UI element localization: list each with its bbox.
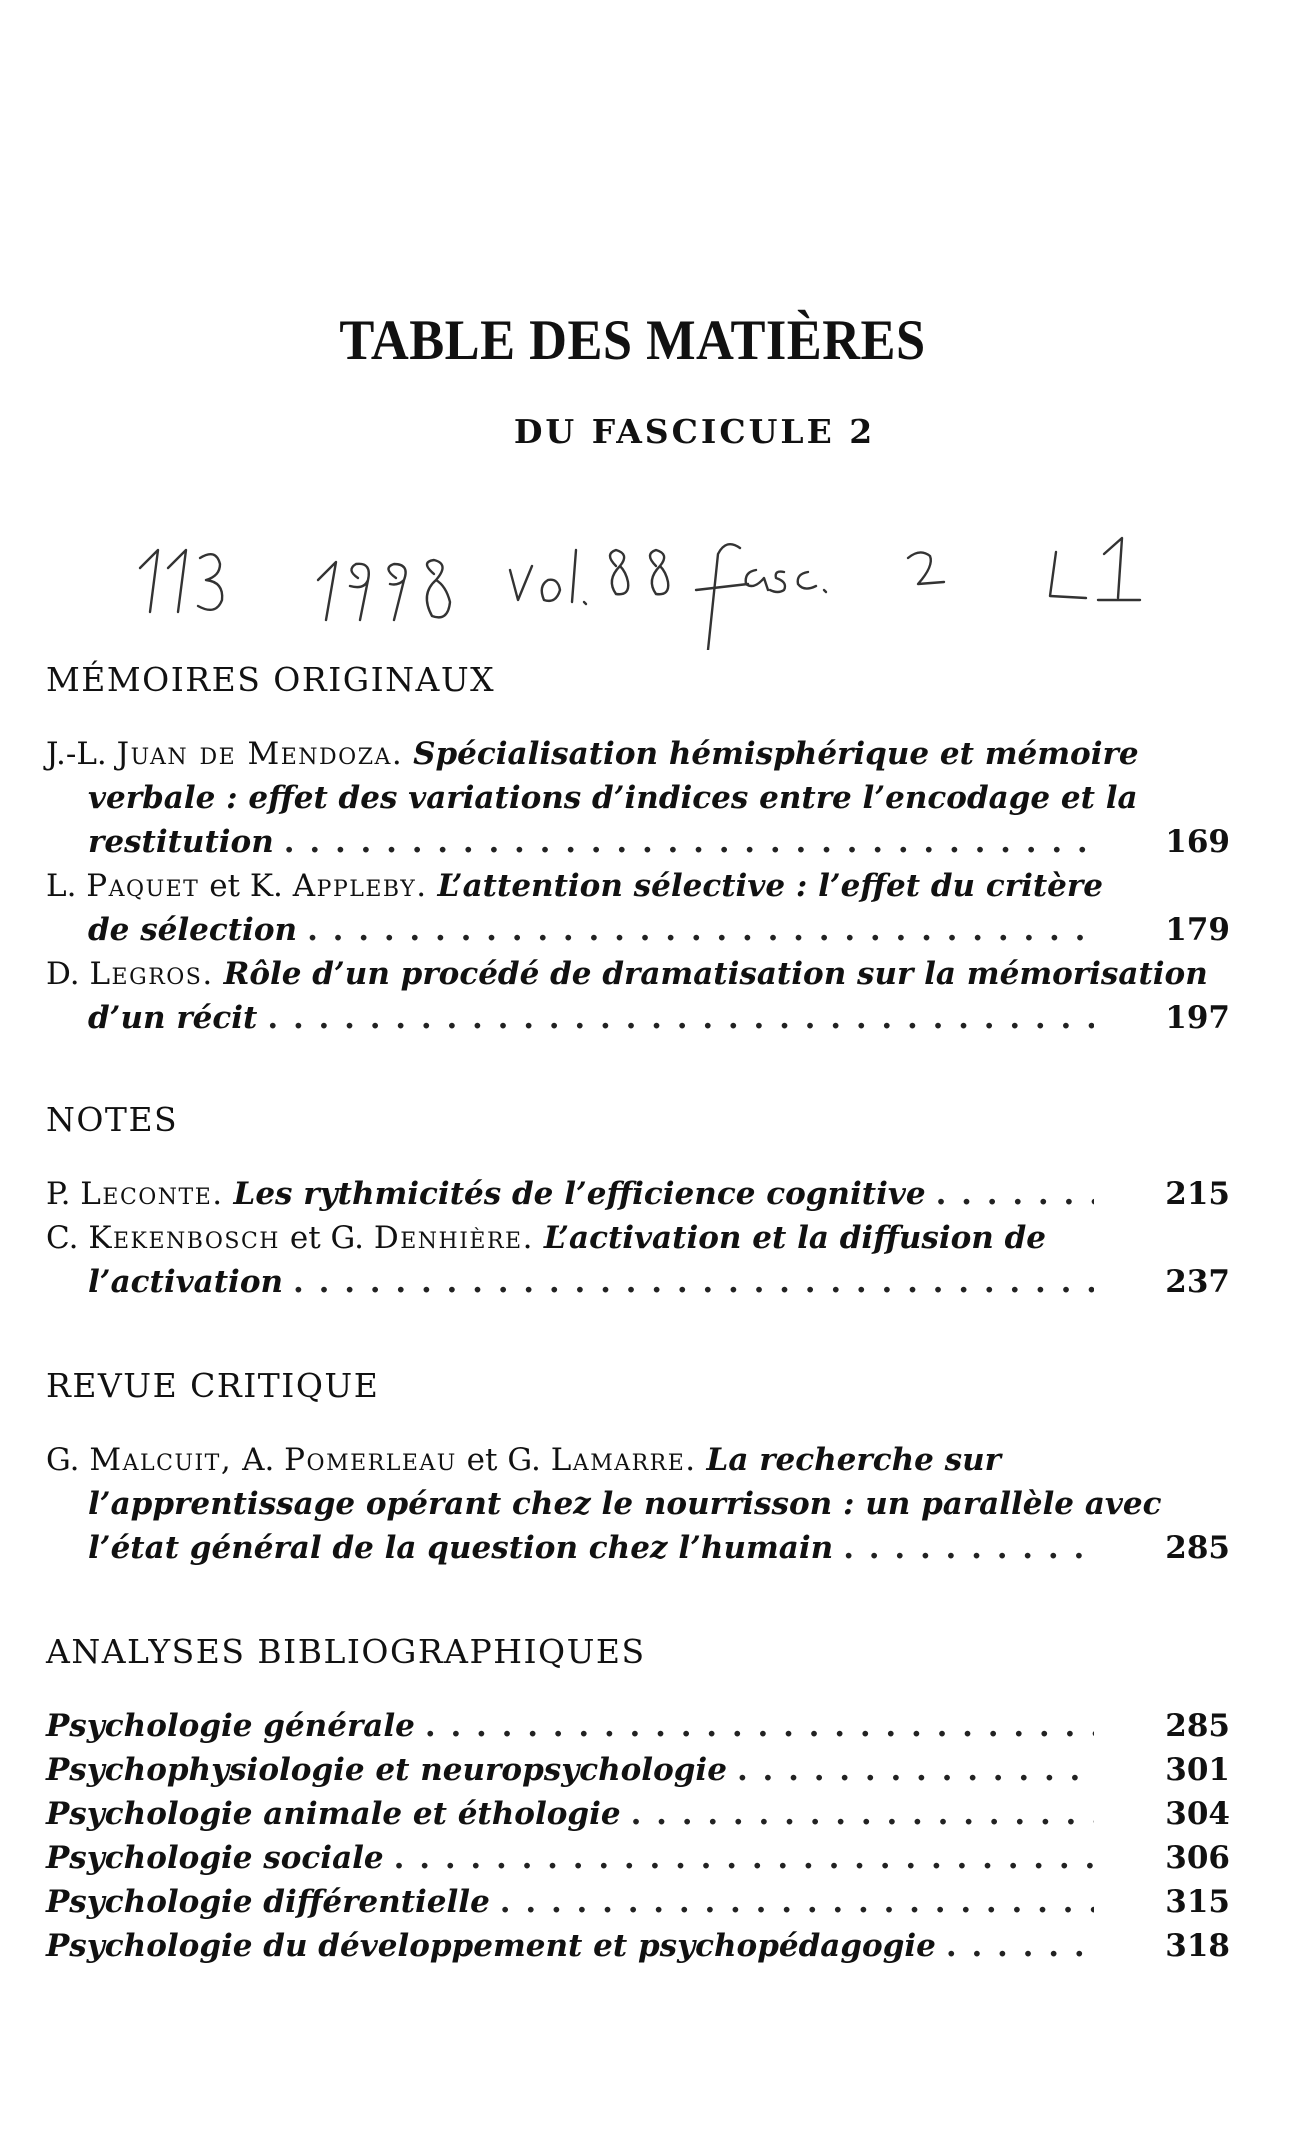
page-number: 215 (1165, 1176, 1230, 1212)
dot-leader (843, 1526, 1094, 1570)
section-heading-revue: REVUE CRITIQUE (46, 1366, 380, 1405)
section-heading-notes: NOTES (46, 1100, 179, 1139)
article-title-continued: verbale : effet des variations d’indices entre l’encodage et la (88, 780, 1138, 816)
article-title: Les rythmicités de l’efficience cognitive (233, 1176, 926, 1212)
section-heading-analyses: ANALYSES BIBLIOGRAPHIQUES (46, 1632, 646, 1671)
toc-entry-last-line (88, 908, 1100, 952)
dot-leader (936, 1172, 1094, 1216)
toc-entry-author-line (46, 952, 1208, 996)
category-label: Psychologie sociale (46, 1840, 384, 1876)
handwritten-annotation (128, 520, 1228, 650)
toc-entry-last-line (88, 1526, 1100, 1570)
page-number: 304 (1165, 1796, 1230, 1832)
page-number: 285 (1165, 1708, 1230, 1744)
article-title-continued: de sélection (88, 912, 298, 948)
category-label: Psychologie animale et éthologie (46, 1796, 621, 1832)
toc-entry-author-line (46, 864, 1103, 908)
toc-entry-line (46, 1748, 1100, 1792)
author-initial: P. (46, 1176, 81, 1212)
author-name: Pomerleau (284, 1442, 457, 1478)
author-name: Appleby. (292, 868, 428, 904)
toc-entry-line (46, 1880, 1100, 1924)
dot-leader (394, 1836, 1094, 1880)
toc-entry-line (46, 1836, 1100, 1880)
page-number: 169 (1165, 824, 1230, 860)
author-name: Kekenbosch (88, 1220, 280, 1256)
dot-leader (631, 1792, 1094, 1836)
dot-leader (737, 1748, 1094, 1792)
article-title-continued: l’activation (88, 1264, 284, 1300)
toc-entry-author-line (46, 1172, 1100, 1216)
author-initial: G. (46, 1442, 90, 1478)
article-title-continued: l’apprentissage opérant chez le nourrisson : un parallèle avec (88, 1486, 1162, 1522)
page-subtitle: DU FASCICULE 2 (513, 412, 876, 451)
toc-entry-last-line (88, 1260, 1100, 1304)
dot-leader (267, 996, 1094, 1040)
category-label: Psychologie générale (46, 1708, 415, 1744)
author-name: Juan de Mendoza. (116, 736, 404, 772)
page-number: 318 (1165, 1928, 1230, 1964)
category-label: Psychologie du développement et psychopédagogie (46, 1928, 936, 1964)
toc-entry-author-line (46, 732, 1139, 776)
page-number: 315 (1165, 1884, 1230, 1920)
author-connector: et K. (199, 868, 293, 904)
article-title: Spécialisation hémisphérique et mémoire (413, 736, 1139, 772)
author-name: Lamarre. (550, 1442, 697, 1478)
author-connector: et G. (456, 1442, 551, 1478)
page-title: TABLE DES MATIÈRES (339, 309, 926, 372)
author-name: Leconte. (80, 1176, 224, 1212)
dot-leader (284, 820, 1094, 864)
category-label: Psychophysiologie et neuropsychologie (46, 1752, 727, 1788)
page-number: 197 (1165, 1000, 1230, 1036)
author-name: Legros. (89, 956, 214, 992)
toc-entry-last-line (88, 820, 1100, 864)
dot-leader (425, 1704, 1094, 1748)
section-heading-memoires: MÉMOIRES ORIGINAUX (46, 660, 496, 699)
article-title: L’activation et la diffusion de (543, 1220, 1047, 1256)
author-initial: L. (46, 868, 87, 904)
toc-entry-line (46, 1924, 1100, 1968)
toc-entry-last-line (88, 996, 1100, 1040)
author-connector: et G. (280, 1220, 374, 1256)
dot-leader (293, 1260, 1094, 1304)
page-number: 237 (1165, 1264, 1230, 1300)
author-initial: J.-L. (46, 736, 117, 772)
article-title-continued: d’un récit (88, 1000, 258, 1036)
author-initial: C. (46, 1220, 89, 1256)
page-number: 285 (1165, 1530, 1230, 1566)
toc-entry-author-line (46, 1438, 1001, 1482)
category-label: Psychologie différentielle (46, 1884, 490, 1920)
author-name: Malcuit, (89, 1442, 233, 1478)
page-number: 301 (1165, 1752, 1230, 1788)
dot-leader (500, 1880, 1094, 1924)
article-title-continued: restitution (88, 824, 274, 860)
toc-entry-line (46, 1704, 1100, 1748)
page-number: 306 (1165, 1840, 1230, 1876)
dot-leader (946, 1924, 1094, 1968)
author-initial: D. (46, 956, 90, 992)
article-title-continued: l’état général de la question chez l’humain (88, 1530, 834, 1566)
author-name: Paquet (86, 868, 200, 904)
author-name: Denhière. (373, 1220, 534, 1256)
page-number: 179 (1165, 912, 1230, 948)
article-title: La recherche sur (706, 1442, 1001, 1478)
article-title: Rôle d’un procédé de dramatisation sur la mémorisation (223, 956, 1208, 992)
article-title: L’attention sélective : l’effet du critère (437, 868, 1103, 904)
toc-entry-line (46, 1792, 1100, 1836)
author-connector: A. (232, 1442, 285, 1478)
toc-entry-author-line (46, 1216, 1046, 1260)
dot-leader (307, 908, 1094, 952)
